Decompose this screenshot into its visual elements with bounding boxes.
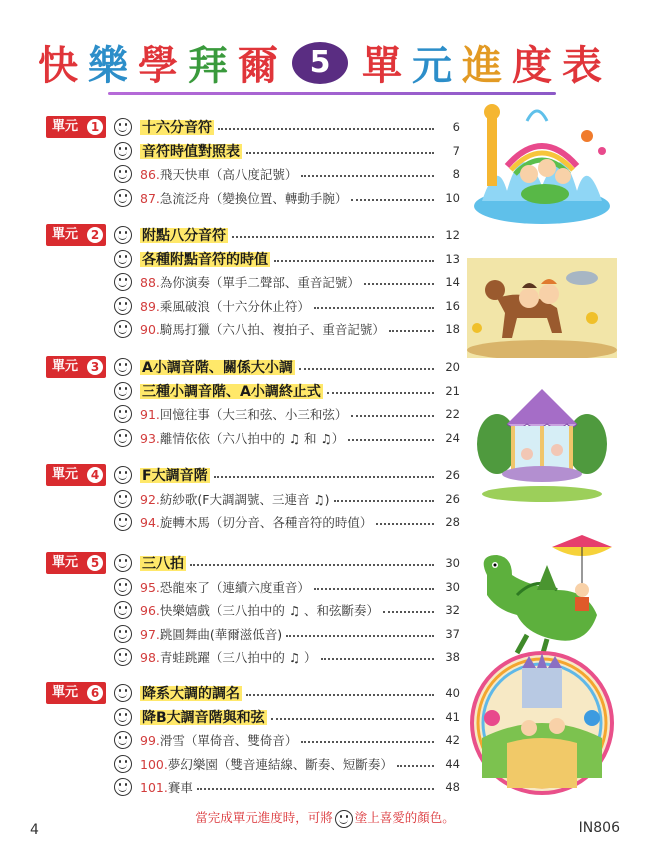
- smiley-icon[interactable]: [114, 708, 132, 726]
- lesson-title: 三種小調音階、A小調終止式: [142, 383, 321, 400]
- song-title: 快樂嬉戲（三八拍中的 ♫ 、和弦斷奏）: [159, 603, 380, 619]
- entry: [140, 729, 460, 751]
- lesson-row: [114, 248, 460, 270]
- entry: [140, 599, 460, 621]
- entry: [140, 623, 460, 645]
- dot-leader: [314, 580, 434, 590]
- lesson-row: [114, 552, 460, 574]
- dot-leader: [383, 603, 434, 613]
- page-ref: 38: [445, 650, 460, 665]
- page-ref: 7: [452, 143, 460, 158]
- title-right: 單元進度表: [362, 42, 612, 89]
- lesson-title: 附點八分音符: [142, 228, 226, 244]
- page-number: 4: [30, 822, 39, 838]
- smiley-icon[interactable]: [114, 578, 132, 596]
- lesson-row: [114, 682, 460, 704]
- entry-text: [140, 683, 242, 703]
- unit-badge-label: 單元: [52, 685, 79, 700]
- dot-leader: [218, 120, 434, 130]
- song-row: [114, 753, 460, 775]
- song-number: 96.: [140, 603, 160, 619]
- song-title: 夢幻樂園（雙音連結線、斷奏、短斷奏）: [167, 756, 393, 772]
- entry: [140, 776, 460, 798]
- song-title: 回憶往事（大三和弦、小三和弦）: [159, 407, 348, 423]
- song-title: 紡紗歌(F大調調號、三連音 ♫): [159, 491, 330, 507]
- entry-text: [140, 601, 379, 619]
- unit-badge-label: 單元: [52, 119, 79, 134]
- smiley-icon[interactable]: [114, 358, 132, 376]
- smiley-icon[interactable]: [114, 778, 132, 796]
- page-ref: 42: [445, 733, 460, 748]
- unit-badge-number: 5: [87, 555, 103, 571]
- smiley-icon[interactable]: [114, 250, 132, 268]
- dot-leader: [232, 228, 434, 238]
- unit-badge: [46, 356, 106, 378]
- lesson-title: 音符時值對照表: [142, 143, 240, 160]
- song-row: [114, 511, 460, 533]
- song-row: [114, 163, 460, 185]
- unit-badge: [46, 464, 106, 486]
- song-row: [114, 776, 460, 798]
- smiley-icon[interactable]: [114, 297, 132, 315]
- entry: [140, 511, 460, 533]
- unit-badge-number: 3: [87, 359, 103, 375]
- dot-leader: [246, 144, 434, 154]
- smiley-icon[interactable]: [114, 382, 132, 400]
- page-ref: 41: [445, 709, 460, 724]
- smiley-icon[interactable]: [114, 189, 132, 207]
- page-title: [0, 34, 650, 98]
- unit-block-6: [46, 682, 460, 804]
- entry: [140, 753, 460, 775]
- lesson-row: [114, 116, 460, 138]
- smiley-icon[interactable]: [114, 731, 132, 749]
- footer-note-after: 塗上喜愛的顏色。: [354, 810, 455, 825]
- smiley-icon[interactable]: [114, 490, 132, 508]
- entry: [140, 576, 460, 598]
- smiley-icon[interactable]: [114, 513, 132, 531]
- dot-leader: [301, 733, 434, 743]
- dragon-illustration: [467, 535, 617, 655]
- entry-text: [140, 405, 347, 423]
- unit-badge-label: 單元: [52, 227, 79, 242]
- dot-leader: [314, 299, 434, 309]
- song-number: 98.: [140, 650, 160, 666]
- entry-text: [140, 249, 270, 269]
- entry: [140, 488, 460, 510]
- song-row: [114, 318, 460, 340]
- page-ref: 8: [452, 167, 460, 182]
- dot-leader: [299, 360, 434, 370]
- song-title: 跳圓舞曲(華爾滋低音): [159, 626, 283, 642]
- unit-block-1: [46, 116, 460, 214]
- entry-text: [140, 225, 228, 245]
- dot-leader: [327, 384, 434, 394]
- entry-text: [140, 648, 317, 666]
- lesson-title: 降系大調的調名: [142, 686, 240, 702]
- entry: [140, 163, 460, 185]
- song-row: [114, 488, 460, 510]
- entry: [140, 646, 460, 668]
- carousel-illustration: [467, 384, 617, 504]
- dot-leader: [348, 431, 434, 441]
- page-ref: 48: [445, 780, 460, 795]
- unit-block-5: [46, 552, 460, 674]
- entry: [140, 318, 460, 340]
- smiley-icon[interactable]: [114, 601, 132, 619]
- song-number: 95.: [140, 579, 160, 595]
- dot-leader: [301, 167, 434, 177]
- entry-text: [140, 490, 330, 508]
- unit-badge: [46, 116, 106, 138]
- lesson-row: [114, 224, 460, 246]
- smiley-icon[interactable]: [114, 466, 132, 484]
- entry: [140, 248, 460, 270]
- song-number: 97.: [140, 626, 160, 642]
- lesson-row: [114, 464, 460, 486]
- song-number: 99.: [140, 733, 160, 749]
- page-ref: 22: [445, 407, 460, 422]
- unit-badge-label: 單元: [52, 467, 79, 482]
- entry-text: [140, 553, 186, 573]
- page-ref: 18: [445, 322, 460, 337]
- entry-text: [140, 165, 297, 183]
- smiley-icon[interactable]: [114, 755, 132, 773]
- book-code: IN806: [578, 820, 620, 836]
- page-ref: 13: [445, 251, 460, 266]
- dot-leader: [246, 686, 434, 696]
- fountain-kids-illustration: [467, 96, 617, 226]
- footer-note-before: 當完成單元進度時，可將: [195, 810, 333, 825]
- lesson-row: [114, 140, 460, 162]
- entry-text: [140, 778, 193, 796]
- entry: [140, 403, 460, 425]
- unit-block-4: [46, 464, 460, 539]
- page-ref: 30: [445, 556, 460, 570]
- song-title: 為你演奏（單手二聲部、重音記號）: [159, 275, 360, 291]
- entry-text: [140, 117, 214, 137]
- song-number: 87.: [140, 190, 160, 206]
- entry-text: [140, 273, 360, 291]
- entry: [140, 380, 460, 402]
- lesson-title: F大調音階: [142, 468, 208, 484]
- lesson-row: [114, 356, 460, 378]
- song-title: 騎馬打獵（六八拍、複拍子、重音記號）: [159, 322, 385, 338]
- entry: [140, 224, 460, 246]
- entry-text: [140, 731, 297, 749]
- song-number: 93.: [140, 430, 160, 446]
- lesson-title: A小調音階、關係大小調: [142, 360, 293, 376]
- dot-leader: [351, 191, 434, 201]
- entry-text: [140, 707, 267, 727]
- entry: [140, 187, 460, 209]
- unit-badge-number: 6: [87, 685, 103, 701]
- page-ref: 40: [445, 686, 460, 700]
- page-ref: 20: [445, 360, 460, 374]
- song-number: 89.: [140, 298, 160, 314]
- title-number-badge: 5: [292, 42, 348, 84]
- song-row: [114, 187, 460, 209]
- song-title: 急流泛舟（變換位置、轉動手腕）: [159, 190, 348, 206]
- entry-text: [140, 297, 310, 315]
- horse-ride-illustration: [467, 258, 617, 358]
- title-underline: [108, 92, 556, 95]
- dot-leader: [274, 252, 434, 262]
- dot-leader: [397, 757, 434, 767]
- title-left: 快樂學拜爾: [38, 42, 288, 89]
- song-number: 94.: [140, 515, 160, 531]
- lesson-row: [114, 706, 460, 728]
- page-ref: 12: [445, 228, 460, 242]
- unit-badge-number: 4: [87, 467, 103, 483]
- song-number: 88.: [140, 275, 160, 291]
- entry: [140, 682, 460, 704]
- dot-leader: [271, 710, 434, 720]
- song-row: [114, 427, 460, 449]
- song-number: 100.: [140, 756, 168, 772]
- entry: [140, 295, 460, 317]
- page-ref: 26: [445, 491, 460, 506]
- entry-text: [140, 429, 344, 447]
- song-title: 青蛙跳躍（三八拍中的 ♫ ）: [159, 650, 317, 666]
- unit-badge: [46, 552, 106, 574]
- song-title: 旋轉木馬（切分音、各種音符的時值）: [159, 515, 373, 531]
- song-title: 恐龍來了（連續六度重音）: [159, 579, 310, 595]
- page-ref: 44: [445, 756, 460, 771]
- dot-leader: [364, 275, 434, 285]
- entry: [140, 116, 460, 138]
- smiley-icon[interactable]: [114, 648, 132, 666]
- smiley-icon[interactable]: [114, 142, 132, 160]
- dream-land-illustration: [467, 648, 617, 798]
- smiley-icon[interactable]: [114, 429, 132, 447]
- song-title: 飛天快車（高八度記號）: [159, 167, 298, 183]
- entry-text: [140, 189, 347, 207]
- page-ref: 10: [445, 190, 460, 205]
- unit-badge: [46, 224, 106, 246]
- unit-badge: [46, 682, 106, 704]
- smiley-icon[interactable]: [114, 684, 132, 702]
- song-number: 86.: [140, 167, 160, 183]
- dot-leader: [190, 556, 434, 566]
- lesson-title: 三八拍: [142, 556, 184, 572]
- page-ref: 24: [445, 430, 460, 445]
- song-title: 離情依依（六八拍中的 ♫ 和 ♫）: [159, 430, 345, 446]
- smiley-icon[interactable]: [114, 554, 132, 572]
- smiley-icon[interactable]: [114, 320, 132, 338]
- smiley-icon[interactable]: [114, 165, 132, 183]
- song-row: [114, 646, 460, 668]
- lesson-title: 十六分音符: [142, 120, 212, 136]
- dot-leader: [214, 468, 434, 478]
- page-ref: 30: [445, 579, 460, 594]
- song-number: 90.: [140, 322, 160, 338]
- unit-badge-number: 2: [87, 227, 103, 243]
- dot-leader: [351, 407, 434, 417]
- footer-instruction: [0, 808, 650, 828]
- entry-text: [140, 141, 242, 161]
- page-ref: 6: [452, 120, 460, 134]
- dot-leader: [389, 322, 434, 332]
- lesson-title: 降B大調音階與和弦: [142, 709, 265, 726]
- smiley-icon[interactable]: [114, 625, 132, 643]
- dot-leader: [197, 780, 434, 790]
- page-ref: 14: [445, 275, 460, 290]
- song-row: [114, 576, 460, 598]
- song-row: [114, 599, 460, 621]
- lesson-title: 各種附點音符的時值: [142, 251, 268, 268]
- lesson-row: [114, 380, 460, 402]
- song-number: 101.: [140, 780, 168, 796]
- song-row: [114, 295, 460, 317]
- song-row: [114, 729, 460, 751]
- unit-block-3: [46, 356, 460, 454]
- song-number: 91.: [140, 407, 160, 423]
- dot-leader: [321, 650, 434, 660]
- page-ref: 26: [445, 468, 460, 482]
- dot-leader: [286, 627, 434, 637]
- entry-text: [140, 465, 210, 485]
- entry: [140, 706, 460, 728]
- smiley-icon[interactable]: [114, 405, 132, 423]
- song-title: 賽車: [167, 780, 193, 796]
- song-number: 92.: [140, 491, 160, 507]
- entry-text: [140, 578, 310, 596]
- song-row: [114, 623, 460, 645]
- entry: [140, 271, 460, 293]
- song-title: 滑雪（單倚音、雙倚音）: [159, 733, 298, 749]
- dot-leader: [376, 515, 434, 525]
- unit-badge-label: 單元: [52, 555, 79, 570]
- entry-text: [140, 755, 393, 773]
- unit-badge-number: 1: [87, 119, 103, 135]
- page-ref: 37: [445, 626, 460, 641]
- entry-text: [140, 357, 295, 377]
- song-title: 乘風破浪（十六分休止符）: [159, 298, 310, 314]
- entry: [140, 427, 460, 449]
- page-ref: 21: [445, 383, 460, 398]
- page-ref: 16: [445, 298, 460, 313]
- unit-block-2: [46, 224, 460, 346]
- smiley-icon[interactable]: [114, 273, 132, 291]
- entry: [140, 464, 460, 486]
- dot-leader: [334, 492, 434, 502]
- unit-badge-label: 單元: [52, 359, 79, 374]
- entry-text: [140, 513, 372, 531]
- entry: [140, 140, 460, 162]
- smiley-icon[interactable]: [114, 226, 132, 244]
- entry-text: [140, 320, 385, 338]
- song-row: [114, 403, 460, 425]
- page-ref: 32: [445, 603, 460, 618]
- entry-text: [140, 381, 323, 401]
- page-ref: 28: [445, 515, 460, 530]
- smiley-icon: [335, 810, 353, 828]
- song-row: [114, 271, 460, 293]
- smiley-icon[interactable]: [114, 118, 132, 136]
- entry: [140, 356, 460, 378]
- entry: [140, 552, 460, 574]
- entry-text: [140, 625, 282, 643]
